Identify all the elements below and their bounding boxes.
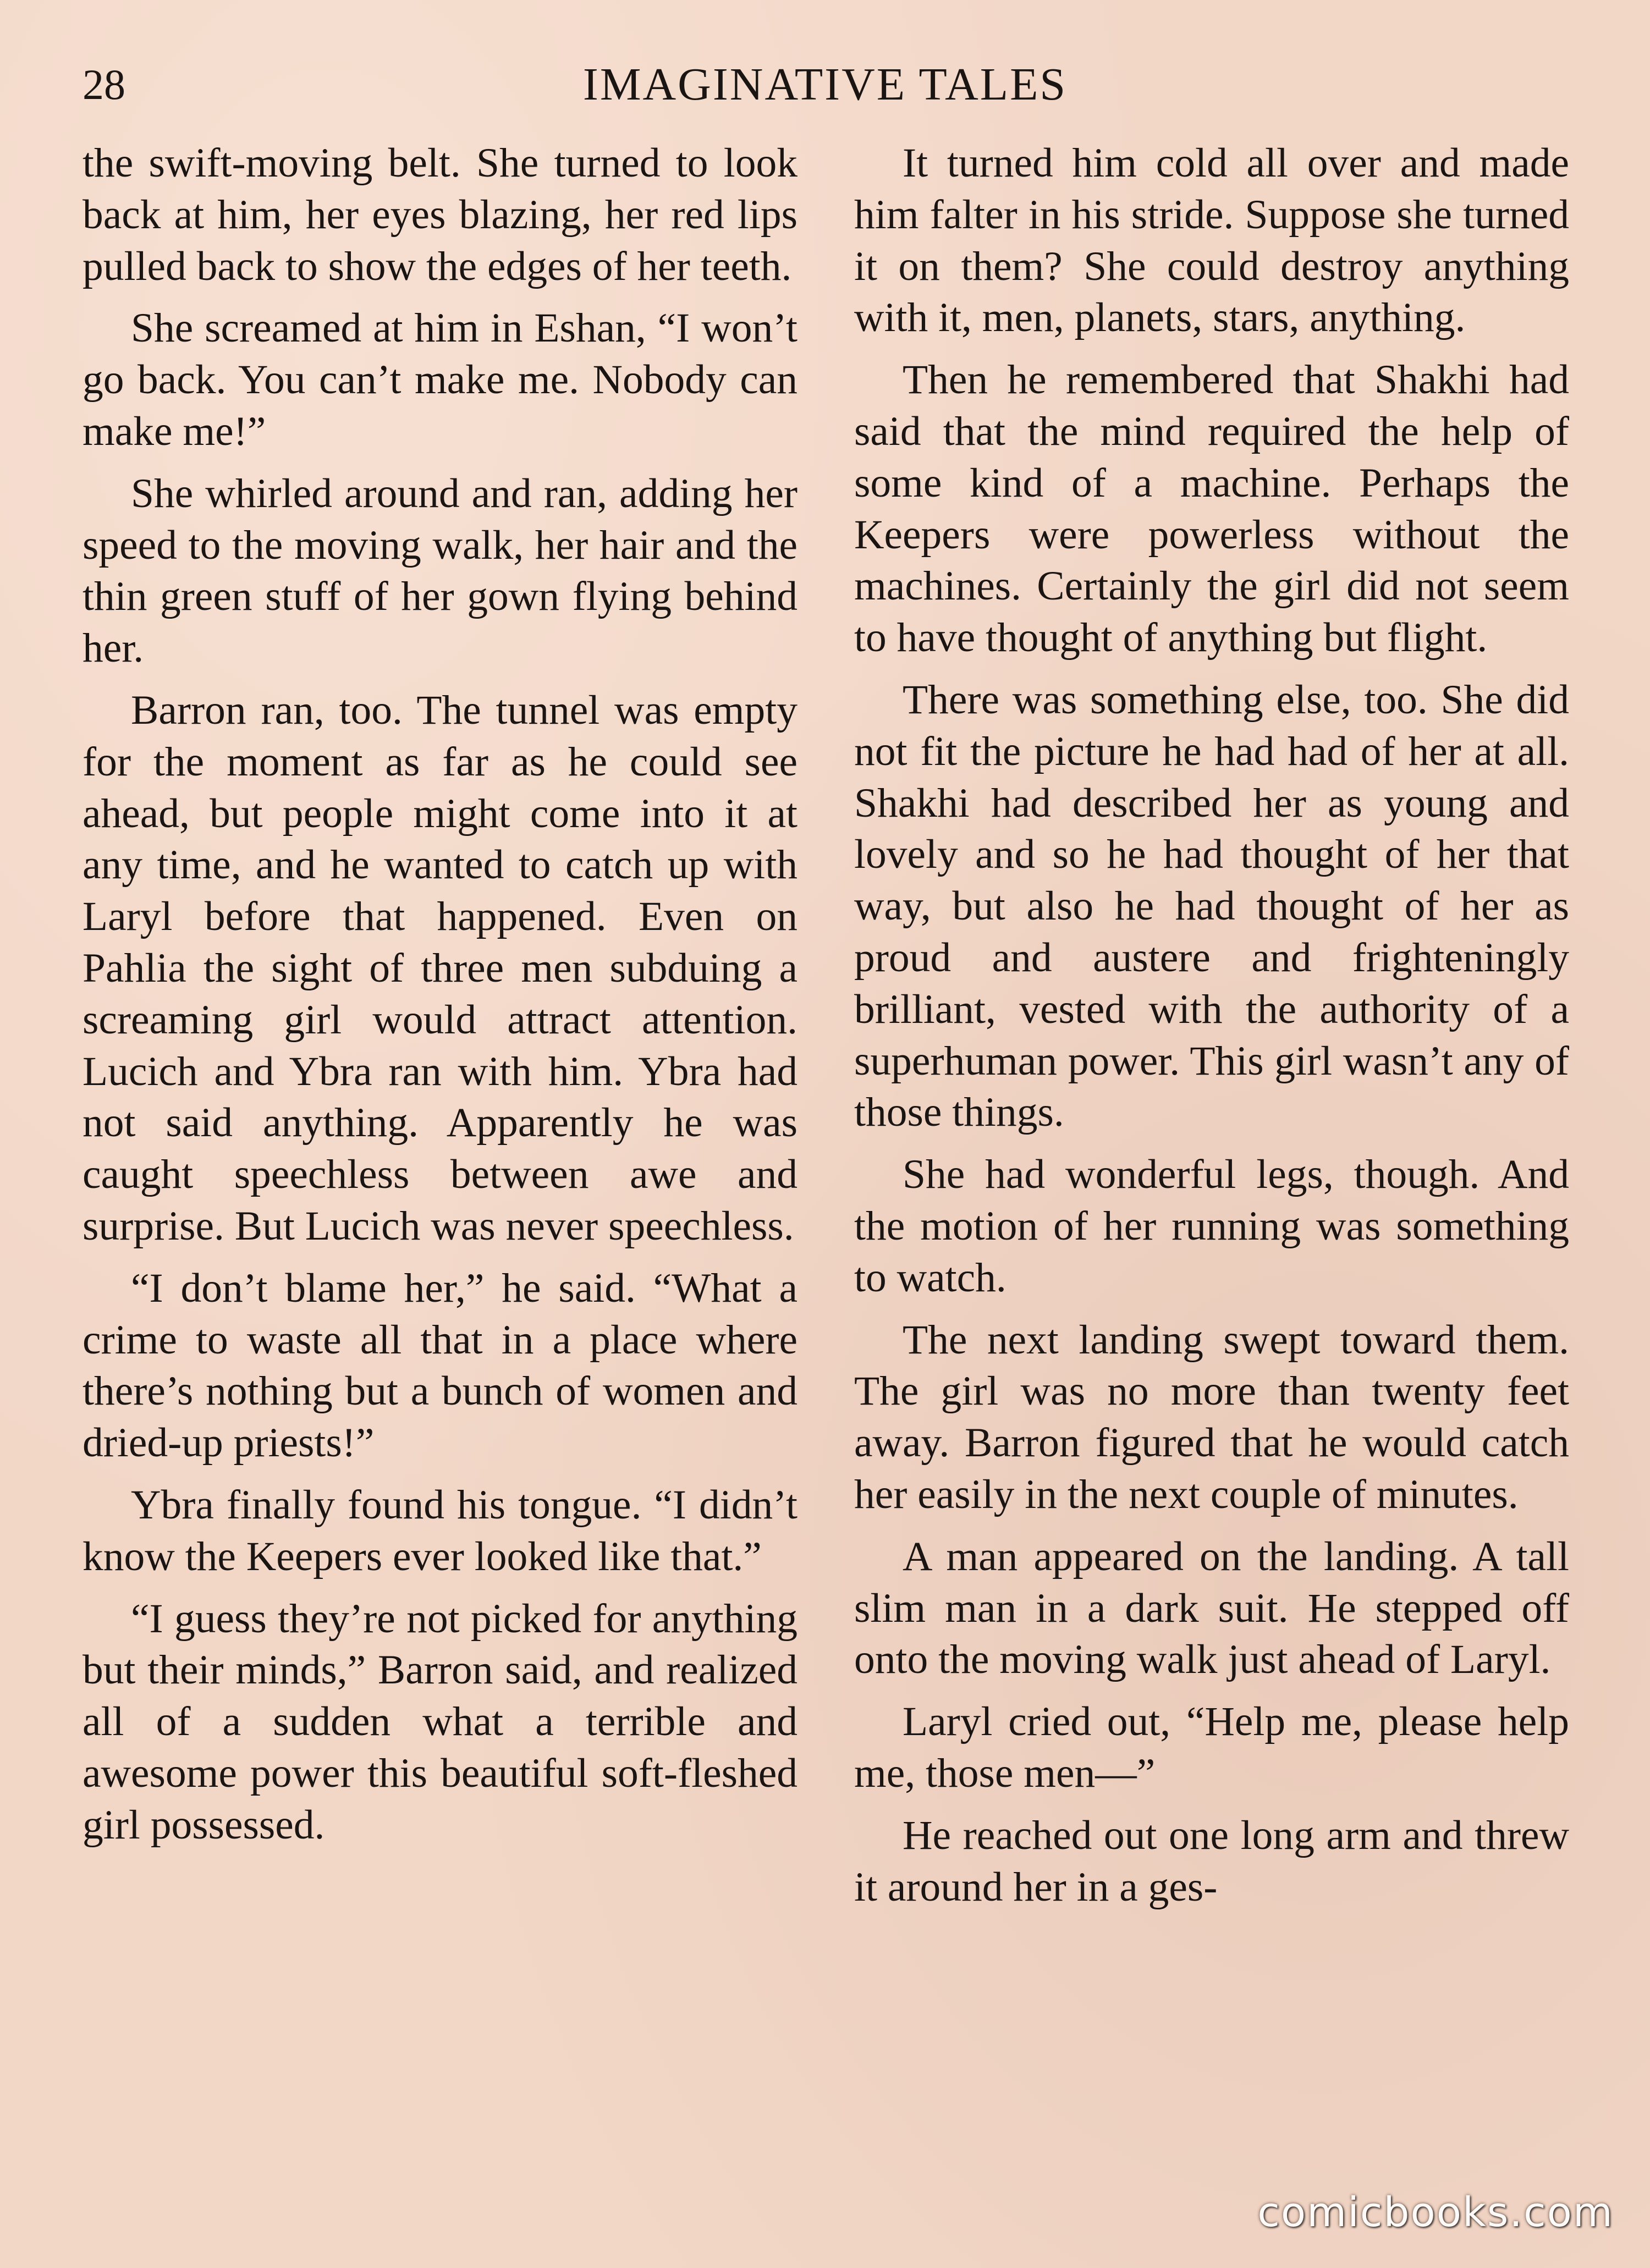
paragraph: the swift-moving belt. She turned to look back at him, her eyes blazing, her red lips pulled back to show the edges of her teeth. [82,140,798,289]
paragraph: Barron ran, too. The tunnel was empty for the moment as far as he could see ahead, but people might come into it at any time, and he wanted to catch up with Laryl before that happened. Even on Pahlia the sight of three men subduing a screaming girl would attract attention. Lucich and Ybra ran with him. Ybra had not said anything. Apparently he was caught speechless between awe and surprise. But Lucich was never speechless. [82,687,798,1249]
paragraph: She whirled around and ran, adding her speed to the moving walk, her hair and the thin green stuff of her gown flying behind her. [82,470,798,671]
paragraph: There was something else, too. She did not fit the picture he had had of her at all. Shakhi had described her as young and lovely and so he had thought of her that way, but also he had thought of her as proud and austere and frighteningly brilliant, vested with the authority of a superhuman power. This girl wasn’t any of those things. [854,676,1569,1136]
paragraph: It turned him cold all over and made him falter in his stride. Suppose she turned it on them? She could destroy anything with it, men, planets, stars, anything. [854,140,1569,341]
paragraph: “I don’t blame her,” he said. “What a crime to waste all that in a place where there’s nothing but a bunch of women and dried-up priests!” [82,1265,798,1466]
paragraph: Ybra finally found his tongue. “I didn’t know the Keepers ever looked like that.” [82,1482,798,1579]
paragraph: Laryl cried out, “Help me, please help me, those men—” [854,1699,1569,1796]
paragraph: The next landing swept toward them. The girl was no more than twenty feet away. Barron figured that he would catch her easily in the next couple of minutes. [854,1317,1569,1517]
paragraph: She had wonderful legs, though. And the motion of her running was something to watch. [854,1152,1569,1301]
watermark: comicbooks.com [1257,2189,1614,2236]
left-column [82,137,798,1862]
page-number: 28 [82,60,125,108]
running-title: IMAGINATIVE TALES [582,59,1068,110]
paragraph: Then he remembered that Shakhi had said that the mind required the help of some kind of a machine. Perhaps the Keepers were powerless without the machines. Certainly the girl did not seem to have thought of anything but flight. [854,357,1569,661]
paragraph: A man appeared on the landing. A tall slim man in a dark suit. He stepped off onto the moving walk just ahead of Laryl. [854,1533,1569,1683]
paragraph: She screamed at him in Eshan, “I won’t go back. You can’t make me. Nobody can make me!” [82,305,798,454]
paragraph: “I guess they’re not picked for anything but their minds,” Barron said, and realized all of a sudden what a terrible and awesome power this beautiful soft-fleshed girl possessed. [82,1595,798,1848]
right-column [854,137,1569,1923]
page-header [82,57,1568,112]
paragraph: He reached out one long arm and threw it around her in a ges- [854,1812,1569,1910]
